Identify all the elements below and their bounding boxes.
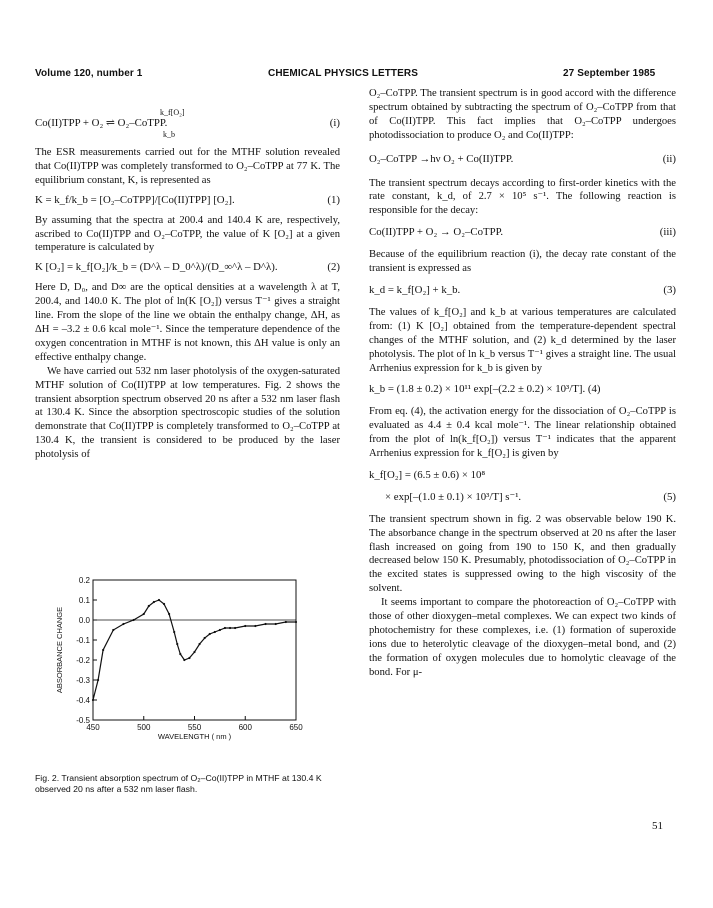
- y-tick-label: 0.2: [78, 576, 90, 585]
- data-point: [122, 623, 124, 625]
- paragraph: By assuming that the spectra at 200.4 and 140.4 K are, respectively, ascribed to Co(II)TPP and O₂–CoTPP, the value of K [O₂] at a given temperature is calculated by: [35, 214, 340, 254]
- y-tick-label: -0.1: [76, 636, 90, 645]
- eq-i-text: Co(II)TPP + O₂ ⇌ O₂–CoTPP.: [35, 117, 168, 129]
- data-point: [295, 621, 297, 623]
- x-tick-label: 600: [238, 723, 252, 732]
- paragraph: Because of the equilibrium reaction (i), the decay rate constant of the transient is expressed as: [369, 249, 676, 275]
- y-tick-label: -0.2: [76, 656, 90, 665]
- eq-1-number: (1): [327, 193, 340, 206]
- data-point: [97, 679, 99, 681]
- data-point: [275, 623, 277, 625]
- x-tick-label: 550: [187, 723, 202, 732]
- eq-3-number: (3): [663, 283, 676, 296]
- data-point: [92, 699, 94, 701]
- figure-caption: Fig. 2. Transient absorption spectrum of O₂–Co(II)TPP in MTHF at 130.4 K observed 20 ns after a 532 nm laser flash.: [35, 773, 322, 795]
- data-point: [183, 659, 185, 661]
- data-point: [244, 625, 246, 627]
- data-point: [173, 631, 175, 633]
- eq-1-text: K = k_f/k_b = [O₂–CoTPP]/[Co(II)TPP] [O₂].: [35, 193, 235, 206]
- eq-iii-number: (iii): [659, 226, 676, 239]
- spectrum-line: [93, 600, 296, 700]
- page-number: 51: [652, 820, 663, 832]
- data-point: [168, 613, 170, 615]
- eq-i-arrow-top: k_f[O₂]: [160, 108, 185, 117]
- data-point: [219, 629, 221, 631]
- equation-3: [369, 284, 676, 298]
- paragraph: The transient spectrum decays according to first-order kinetics with the rate constant, k_d, of 2.7 × 10⁵ s⁻¹. The following reaction is responsible for the decay:: [369, 177, 676, 217]
- y-axis-label: ABSORBANCE CHANGE: [55, 606, 64, 694]
- x-axis-label: WAVELENGTH ( nm ): [157, 732, 232, 741]
- eq-2-number: (2): [327, 261, 340, 274]
- y-tick-label: -0.3: [76, 676, 90, 685]
- header-date: 27 September 1985: [563, 68, 656, 79]
- eq-4-text: k_b = (1.8 ± 0.2) × 10¹¹ exp[–(2.2 ± 0.2) × 10³/T]. (4): [369, 383, 601, 396]
- data-point: [102, 649, 104, 651]
- data-point: [229, 627, 231, 629]
- x-tick-label: 650: [289, 723, 303, 732]
- eq-2-text: K [O₂] = k_f[O₂]/k_b = (D^λ – D_0^λ)/(D_∞^λ – D^λ).: [35, 261, 278, 274]
- data-point: [214, 631, 216, 633]
- left-column: [35, 108, 340, 462]
- data-point: [234, 627, 236, 629]
- data-point: [254, 625, 256, 627]
- equation-1: [35, 194, 340, 208]
- paragraph: We have carried out 532 nm laser photolysis of the oxygen-saturated MTHF solution of Co(II)TPP at low temperatures. Fig. 2 shows the transient absorption spectrum observed 20 ns after a 532 nm laser flash at 130.4 K. Since the absorption spectroscopic studies of the solution demonstrate that Co(II)TPP is completely transformed to O₂–CoTPP at 130.4 K, the transient is considered to be produced by the laser photolysis of: [35, 365, 340, 461]
- eq-5a-text: k_f[O₂] = (6.5 ± 0.6) × 10⁸: [369, 468, 486, 481]
- y-tick-label: -0.4: [76, 696, 90, 705]
- data-point: [143, 613, 145, 615]
- data-point: [158, 599, 160, 601]
- header-journal: CHEMICAL PHYSICS LETTERS: [268, 68, 419, 79]
- data-point: [209, 633, 211, 635]
- data-point: [176, 643, 178, 645]
- eq-5-number: (5): [663, 490, 676, 503]
- data-point: [264, 623, 266, 625]
- x-tick-label: 500: [137, 723, 151, 732]
- equation-5a: [369, 469, 676, 483]
- data-point: [285, 621, 287, 623]
- equation-2: [35, 261, 340, 275]
- paragraph: The values of k_f[O₂] and k_b at various temperatures are calculated from: (1) K [O₂] obtained from the temperature-dependent spectral changes of the MTHF solution, and (2) k_d determined by the laser photolysis. The plot of ln k_b versus T⁻¹ gives a straight line. The usual Arrhenius expression for k_b is given by: [369, 306, 676, 374]
- paragraph: It seems important to compare the photoreaction of O₂–CoTPP with those of other dioxygen–metal complexes. We can expect two kinds of photochemistry for these complexes, i.e. (1) formation of superoxide ions due to heterolytic cleavage of the dioxygen–metal bond, and (2) the formation of oxygen molecules due to homolytic cleavage of the bond. For μ-: [369, 597, 676, 678]
- data-point: [133, 619, 135, 621]
- data-point: [112, 629, 114, 631]
- data-point: [188, 657, 190, 659]
- y-tick-label: 0.1: [78, 596, 90, 605]
- eq-iii-text: Co(II)TPP + O₂ → O₂–CoTPP.: [369, 226, 504, 239]
- header-volume: Volume 120, number 1: [35, 68, 143, 79]
- data-point: [148, 605, 150, 607]
- eq-i-number: (i): [329, 117, 340, 129]
- eq-ii-number: (ii): [662, 152, 676, 165]
- equation-ii: [369, 153, 676, 167]
- x-tick-label: 450: [86, 723, 100, 732]
- plot-frame: [93, 580, 296, 720]
- paragraph: The ESR measurements carried out for the MTHF solution revealed that Co(II)TPP was completely transformed to O₂–CoTPP at 77 K. The equilibrium constant, K, is represented as: [35, 147, 340, 186]
- data-point: [224, 627, 226, 629]
- data-point: [153, 601, 155, 603]
- y-tick-label: -0.5: [76, 716, 90, 725]
- equation-4: [369, 383, 676, 397]
- y-tick-label: 0.0: [78, 616, 90, 625]
- equation-i: [35, 108, 340, 142]
- data-point: [179, 653, 181, 655]
- eq-5b-text: × exp[–(1.0 ± 0.1) × 10³/T] s⁻¹.: [385, 490, 522, 503]
- equation-5b: [385, 491, 676, 505]
- paragraph: Here D, D₀, and D∞ are the optical densities at a wavelength λ at T, 200.4, and 140.0 K. The plot of ln(K [O₂]) versus T⁻¹ gives a straight line. From the slope of the line we obtain the enthalpy change, ΔH, as ΔH = –3.2 ± 0.6 kcal mole⁻¹. Since the temperature dependence of the oxygen concentration in MTHF is not known, this ΔH value is only an effective enthalpy change.: [35, 282, 340, 363]
- absorption-spectrum-chart: [48, 572, 340, 742]
- right-column: [369, 87, 676, 680]
- data-point: [204, 637, 206, 639]
- eq-ii-text: O₂–CoTPP →hν O₂ + Co(II)TPP.: [369, 152, 514, 165]
- eq-3-text: k_d = k_f[O₂] + k_b.: [369, 283, 461, 296]
- paragraph: The transient spectrum shown in fig. 2 was observable below 190 K. The absorbance change in the spectrum observed at 20 ns after the laser flash increased on going from 190 to 150 K, and then gradually decreased below 150 K. Presumably, photodissociation of O₂–CoTPP in the excited states is suppressed owing to the high viscosity of the solvent.: [369, 513, 676, 595]
- equation-iii: [369, 226, 676, 240]
- paragraph: O₂–CoTPP. The transient spectrum is in good accord with the difference spectrum obtained by subtracting the spectrum of O₂–CoTPP from that of Co(II)TPP. This fact implies that O₂–CoTPP undergoes photodissociation to produce O₂ and Co(II)TPP:: [369, 88, 676, 141]
- data-point: [193, 651, 195, 653]
- eq-i-arrow-bottom: k_b: [163, 130, 175, 139]
- paragraph: From eq. (4), the activation energy for the dissociation of O₂–CoTPP is evaluated as 4.4 ± 0.4 kcal mole⁻¹. The linear relationship obtained from the plot of ln(k_f[O₂]) versus T⁻¹ indicates that the apparent Arrhenius expression for k_f[O₂] is given by: [369, 406, 676, 460]
- data-point: [163, 603, 165, 605]
- data-point: [198, 643, 200, 645]
